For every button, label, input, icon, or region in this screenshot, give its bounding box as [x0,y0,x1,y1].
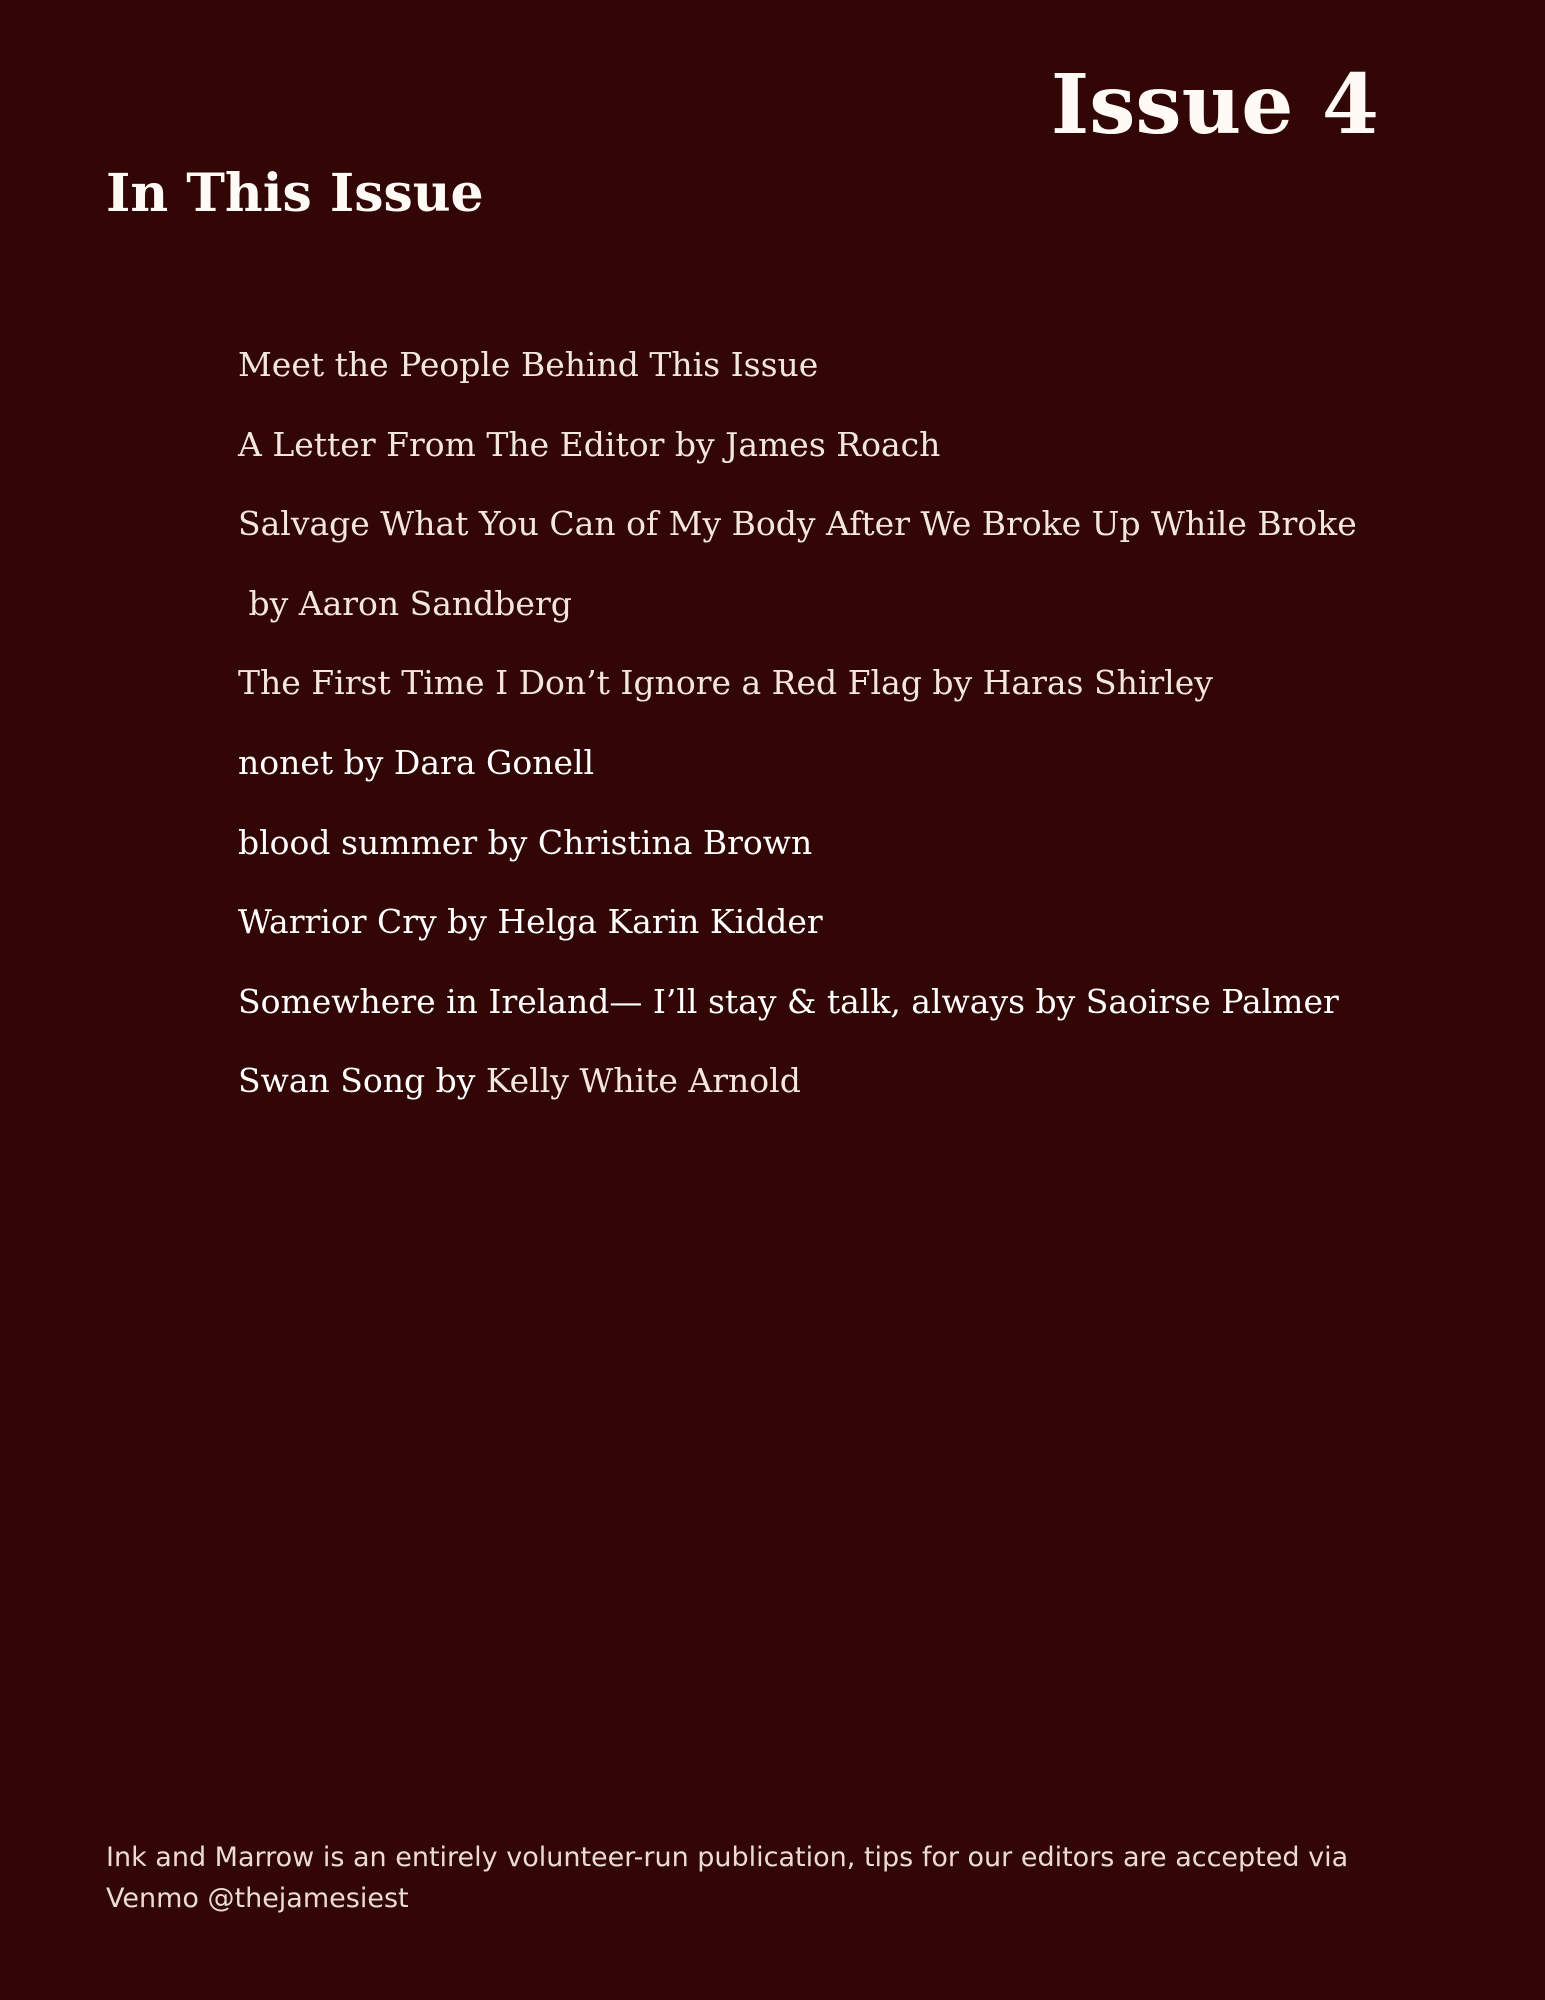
toc-item-swan-song [238,1041,1357,1121]
toc-item-nonet: nonet by Dara Gonell [238,742,595,782]
page-title: In This Issue [106,163,484,224]
toc-item-salvage-title: Salvage What You Can of My Body After We Broke Up While Broke [238,504,1357,544]
toc-item-salvage-author: by Aaron Sandberg [238,583,572,623]
toc-item-meet-the-people: Meet the People Behind This Issue [238,345,819,384]
toc-swan-song-title: Swan Song by [238,1061,486,1101]
table-of-contents [238,325,1357,1121]
issue-number: Issue 4 [1050,57,1379,153]
footer-note: Ink and Marrow is an entirely volunteer-run publication, tips for our editors are accepted via Venmo @thejamesiest [106,1842,1349,1914]
toc-item-somewhere-in-ireland: Somewhere in Ireland— I’ll stay & talk, always by Saoirse Palmer [238,981,1339,1021]
toc-item-red-flag: The First Time I Don’t Ignore a Red Flag by Haras Shirley [238,663,1213,703]
toc-item-warrior-cry: Warrior Cry by Helga Karin Kidder [238,902,823,942]
toc-item-blood-summer: blood summer by Christina Brown [238,822,813,862]
toc-item-editor-letter: A Letter From The Editor by James Roach [238,424,941,464]
toc-swan-song-author: Kelly White Arnold [485,1061,801,1101]
